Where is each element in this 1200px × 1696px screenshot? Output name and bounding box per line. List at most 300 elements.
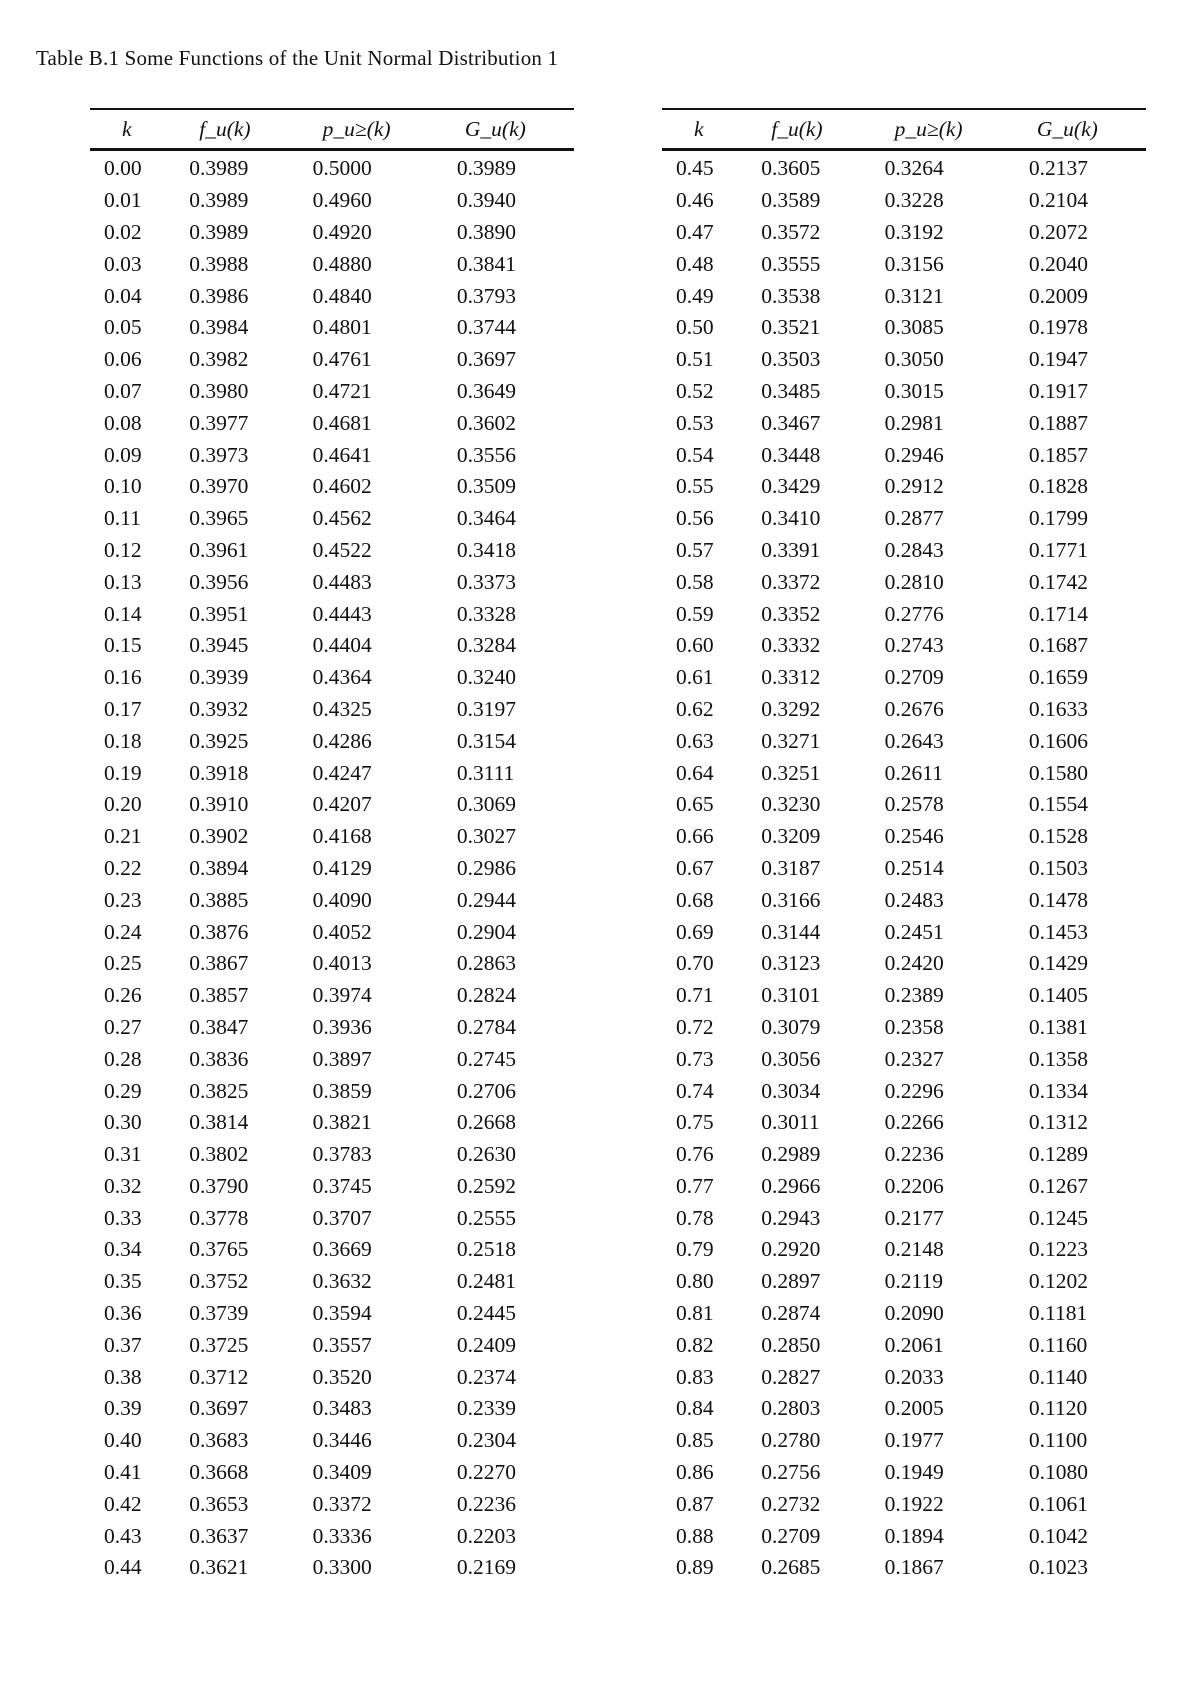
table-row — [662, 1075, 1146, 1107]
table-cell: 0.2745 — [456, 1046, 517, 1071]
table-cell: 0.35 — [104, 1269, 142, 1294]
table-cell: 0.3841 — [456, 251, 517, 276]
table-cell: 0.3778 — [189, 1205, 249, 1230]
table-cell: 0.2148 — [884, 1237, 944, 1262]
table-cell: 0.01 — [104, 188, 142, 213]
table-cell: 0.60 — [676, 633, 714, 658]
table-cell: 0.10 — [104, 474, 142, 499]
table-row — [662, 1329, 1146, 1361]
table-row — [90, 1202, 574, 1234]
table-row — [662, 1457, 1146, 1489]
table-cell: 0.1917 — [1028, 378, 1089, 403]
table-cell: 0.2304 — [456, 1428, 517, 1453]
table-cell: 0.3605 — [761, 156, 821, 181]
table-cell: 0.2943 — [761, 1205, 821, 1230]
header-pu: p_u≥(k) — [894, 116, 963, 141]
table-cell: 0.2389 — [884, 983, 944, 1008]
table-cell: 0.17 — [104, 696, 142, 721]
table-cell: 0.2169 — [456, 1555, 517, 1580]
table-cell: 0.3123 — [761, 951, 821, 976]
table-row — [90, 503, 574, 535]
right-table-body — [662, 150, 1146, 1584]
table-cell: 0.4920 — [312, 219, 372, 244]
table-cell: 0.3251 — [761, 760, 821, 785]
table-row — [90, 884, 574, 916]
table-cell: 0.66 — [676, 824, 714, 849]
table-row — [90, 280, 574, 312]
table-cell: 0.4443 — [312, 601, 372, 626]
table-cell: 0.61 — [676, 665, 714, 690]
table-row — [90, 694, 574, 726]
table-cell: 0.3372 — [761, 569, 821, 594]
table-cell: 0.4286 — [312, 728, 372, 753]
table-cell: 0.00 — [104, 156, 142, 181]
table-row — [90, 1012, 574, 1044]
table-cell: 0.38 — [104, 1364, 142, 1389]
table-row — [662, 439, 1146, 471]
table-cell: 0.2986 — [456, 855, 517, 880]
table-cell: 0.3970 — [189, 474, 249, 499]
table-row — [90, 789, 574, 821]
table-cell: 0.4364 — [312, 665, 372, 690]
table-cell: 0.3336 — [312, 1523, 372, 1548]
table-cell: 0.3683 — [189, 1428, 249, 1453]
table-cell: 0.2877 — [884, 506, 944, 531]
table-cell: 0.3890 — [456, 219, 517, 244]
table-row — [662, 884, 1146, 916]
table-cell: 0.3814 — [189, 1110, 249, 1135]
table-row — [90, 439, 574, 471]
table-cell: 0.2874 — [761, 1301, 821, 1326]
table-cell: 0.3594 — [312, 1301, 372, 1326]
table-cell: 0.2420 — [884, 951, 944, 976]
table-cell: 0.3197 — [456, 696, 517, 721]
table-row — [90, 757, 574, 789]
table-cell: 0.02 — [104, 219, 142, 244]
table-cell: 0.1289 — [1028, 1142, 1089, 1167]
table-cell: 0.2546 — [884, 824, 944, 849]
table-row — [662, 725, 1146, 757]
table-cell: 0.2709 — [884, 665, 944, 690]
table-cell: 0.3464 — [456, 506, 517, 531]
table-cell: 0.3156 — [884, 251, 944, 276]
table-row — [662, 1552, 1146, 1584]
table-cell: 0.64 — [676, 760, 714, 785]
table-cell: 0.1181 — [1028, 1301, 1088, 1326]
table-row — [90, 1043, 574, 1075]
table-cell: 0.3939 — [189, 665, 249, 690]
table-cell: 0.3192 — [884, 219, 944, 244]
table-cell: 0.2756 — [761, 1460, 821, 1485]
table-cell: 0.3973 — [189, 442, 249, 467]
table-cell: 0.3739 — [189, 1301, 249, 1326]
table-cell: 0.3744 — [456, 315, 517, 340]
table-cell: 0.49 — [676, 283, 714, 308]
table-row — [662, 662, 1146, 694]
table-cell: 0.2358 — [884, 1014, 944, 1039]
header-row — [662, 109, 1146, 150]
table-cell: 0.3230 — [761, 792, 821, 817]
table-cell: 0.63 — [676, 728, 714, 753]
table-cell: 0.2203 — [456, 1523, 517, 1548]
table-cell: 0.3980 — [189, 378, 249, 403]
table-cell: 0.1478 — [1028, 887, 1089, 912]
table-cell: 0.3485 — [761, 378, 821, 403]
table-cell: 0.3015 — [884, 378, 944, 403]
table-cell: 0.3989 — [189, 219, 249, 244]
table-cell: 0.1453 — [1028, 919, 1089, 944]
table-cell: 0.09 — [104, 442, 142, 467]
table-row — [662, 1520, 1146, 1552]
table-cell: 0.1140 — [1028, 1364, 1088, 1389]
table-cell: 0.19 — [104, 760, 142, 785]
table-cell: 0.2266 — [884, 1110, 944, 1135]
table-cell: 0.73 — [676, 1046, 714, 1071]
table-cell: 0.2104 — [1028, 188, 1089, 213]
table-cell: 0.3467 — [761, 410, 821, 435]
table-cell: 0.3332 — [761, 633, 821, 658]
table-row — [662, 1202, 1146, 1234]
table-cell: 0.3697 — [189, 1396, 249, 1421]
table-cell: 0.15 — [104, 633, 142, 658]
table-row — [90, 916, 574, 948]
table-cell: 0.1405 — [1028, 983, 1089, 1008]
table-cell: 0.3974 — [312, 983, 372, 1008]
table-row — [90, 1329, 574, 1361]
table-cell: 0.2483 — [884, 887, 944, 912]
table-cell: 0.46 — [676, 188, 714, 213]
table-cell: 0.4168 — [312, 824, 372, 849]
table-cell: 0.3011 — [761, 1110, 820, 1135]
table-row — [662, 1488, 1146, 1520]
table-cell: 0.3632 — [312, 1269, 372, 1294]
table-cell: 0.18 — [104, 728, 142, 753]
table-cell: 0.3292 — [761, 696, 821, 721]
table-cell: 0.2611 — [884, 760, 943, 785]
table-cell: 0.3821 — [312, 1110, 372, 1135]
table-cell: 0.3965 — [189, 506, 249, 531]
table-cell: 0.2966 — [761, 1173, 821, 1198]
table-row — [90, 1552, 574, 1584]
table-cell: 0.21 — [104, 824, 142, 849]
table-cell: 0.2327 — [884, 1046, 944, 1071]
table-cell: 0.08 — [104, 410, 142, 435]
table-cell: 0.2119 — [884, 1269, 943, 1294]
table-cell: 0.3418 — [456, 537, 517, 562]
table-cell: 0.5000 — [312, 156, 372, 181]
table-row — [662, 694, 1146, 726]
table-cell: 0.23 — [104, 887, 142, 912]
table-cell: 0.4129 — [312, 855, 372, 880]
table-cell: 0.3936 — [312, 1014, 372, 1039]
table-cell: 0.79 — [676, 1237, 714, 1262]
table-cell: 0.07 — [104, 378, 142, 403]
table-cell: 0.24 — [104, 919, 142, 944]
table-cell: 0.86 — [676, 1460, 714, 1485]
table-cell: 0.1887 — [1028, 410, 1089, 435]
table-cell: 0.78 — [676, 1205, 714, 1230]
table-cell: 0.4052 — [312, 919, 372, 944]
header-k: k — [694, 116, 704, 141]
table-cell: 0.83 — [676, 1364, 714, 1389]
table-cell: 0.65 — [676, 792, 714, 817]
table-cell: 0.3429 — [761, 474, 821, 499]
table-cell: 0.29 — [104, 1078, 142, 1103]
table-cell: 0.3745 — [312, 1173, 372, 1198]
table-row — [662, 980, 1146, 1012]
table-cell: 0.31 — [104, 1142, 142, 1167]
table-cell: 0.45 — [676, 156, 714, 181]
table-cell: 0.3166 — [761, 887, 821, 912]
table-row — [90, 312, 574, 344]
table-cell: 0.2033 — [884, 1364, 944, 1389]
table-row — [90, 344, 574, 376]
table-cell: 0.3783 — [312, 1142, 372, 1167]
table-cell: 0.12 — [104, 537, 142, 562]
table-cell: 0.25 — [104, 951, 142, 976]
table-cell: 0.76 — [676, 1142, 714, 1167]
table-cell: 0.1080 — [1028, 1460, 1089, 1485]
table-row — [662, 471, 1146, 503]
table-row — [90, 1425, 574, 1457]
table-row — [662, 344, 1146, 376]
table-cell: 0.4562 — [312, 506, 372, 531]
table-cell: 0.3284 — [456, 633, 517, 658]
table-cell: 0.3857 — [189, 983, 249, 1008]
table-cell: 0.3752 — [189, 1269, 249, 1294]
table-cell: 0.2743 — [884, 633, 944, 658]
table-cell: 0.3725 — [189, 1332, 249, 1357]
table-row — [662, 1298, 1146, 1330]
table-cell: 0.3556 — [456, 442, 517, 467]
table-cell: 0.1267 — [1028, 1173, 1089, 1198]
table-cell: 0.3520 — [312, 1364, 372, 1389]
table-cell: 0.4880 — [312, 251, 372, 276]
table-cell: 0.2706 — [456, 1078, 517, 1103]
table-row — [90, 185, 574, 217]
header-gu: G_u(k) — [1036, 116, 1098, 141]
table-cell: 0.2784 — [456, 1014, 517, 1039]
table-cell: 0.89 — [676, 1555, 714, 1580]
table-row — [90, 598, 574, 630]
table-cell: 0.4090 — [312, 887, 372, 912]
table-row — [90, 1393, 574, 1425]
table-cell: 0.3765 — [189, 1237, 249, 1262]
table-row — [662, 1107, 1146, 1139]
table-cell: 0.81 — [676, 1301, 714, 1326]
table-cell: 0.1771 — [1028, 537, 1089, 562]
table-cell: 0.3790 — [189, 1173, 249, 1198]
table-cell: 0.03 — [104, 251, 142, 276]
table-cell: 0.2236 — [884, 1142, 944, 1167]
table-row — [662, 280, 1146, 312]
table-cell: 0.3069 — [456, 792, 517, 817]
table-cell: 0.1659 — [1028, 665, 1089, 690]
table-cell: 0.75 — [676, 1110, 714, 1135]
table-cell: 0.1334 — [1028, 1078, 1089, 1103]
table-cell: 0.4801 — [312, 315, 372, 340]
table-cell: 0.4960 — [312, 188, 372, 213]
table-cell: 0.3707 — [312, 1205, 372, 1230]
header-fu: f_u(k) — [771, 116, 823, 141]
table-row — [662, 407, 1146, 439]
table-cell: 0.3902 — [189, 824, 249, 849]
table-cell: 0.40 — [104, 1428, 142, 1453]
table-row — [662, 1266, 1146, 1298]
table-cell: 0.1799 — [1028, 506, 1089, 531]
table-cell: 0.3538 — [761, 283, 821, 308]
table-cell: 0.3589 — [761, 188, 821, 213]
table-cell: 0.1947 — [1028, 347, 1089, 372]
table-cell: 0.3894 — [189, 855, 249, 880]
table-row — [90, 566, 574, 598]
table-cell: 0.3352 — [761, 601, 821, 626]
table-cell: 0.3602 — [456, 410, 517, 435]
table-cell: 0.39 — [104, 1396, 142, 1421]
table-cell: 0.13 — [104, 569, 142, 594]
table-cell: 0.2920 — [761, 1237, 821, 1262]
table-row — [90, 407, 574, 439]
table-cell: 0.3876 — [189, 919, 249, 944]
table-cell: 0.14 — [104, 601, 142, 626]
table-cell: 0.3989 — [189, 156, 249, 181]
table-row — [662, 598, 1146, 630]
table-cell: 0.2630 — [456, 1142, 517, 1167]
table-cell: 0.1100 — [1028, 1428, 1088, 1453]
table-row — [90, 1266, 574, 1298]
table-cell: 0.71 — [676, 983, 714, 1008]
table-cell: 0.2827 — [761, 1364, 821, 1389]
table-cell: 0.2374 — [456, 1364, 517, 1389]
table-cell: 0.1580 — [1028, 760, 1089, 785]
table-cell: 0.1867 — [884, 1555, 944, 1580]
table-row — [90, 1171, 574, 1203]
table-cell: 0.1633 — [1028, 696, 1089, 721]
table-cell: 0.4761 — [312, 347, 372, 372]
table-cell: 0.16 — [104, 665, 142, 690]
table-cell: 0.3572 — [761, 219, 821, 244]
table-cell: 0.2981 — [884, 410, 944, 435]
table-row — [90, 980, 574, 1012]
table-cell: 0.2946 — [884, 442, 944, 467]
table-cell: 0.3988 — [189, 251, 249, 276]
table-row — [662, 853, 1146, 885]
table-row — [662, 376, 1146, 408]
table-cell: 0.2296 — [884, 1078, 944, 1103]
right-table — [662, 108, 1146, 1584]
table-cell: 0.2514 — [884, 855, 944, 880]
table-cell: 0.2518 — [456, 1237, 517, 1262]
table-cell: 0.06 — [104, 347, 142, 372]
table-cell: 0.3228 — [884, 188, 944, 213]
table-cell: 0.1922 — [884, 1491, 944, 1516]
table-cell: 0.80 — [676, 1269, 714, 1294]
table-cell: 0.2944 — [456, 887, 517, 912]
table-cell: 0.37 — [104, 1332, 142, 1357]
table-cell: 0.05 — [104, 315, 142, 340]
table-cell: 0.3951 — [189, 601, 249, 626]
table-cell: 0.1554 — [1028, 792, 1089, 817]
table-cell: 0.2177 — [884, 1205, 944, 1230]
table-cell: 0.3986 — [189, 283, 249, 308]
table-cell: 0.4840 — [312, 283, 372, 308]
table-cell: 0.3483 — [312, 1396, 372, 1421]
table-cell: 0.32 — [104, 1173, 142, 1198]
left-table — [90, 108, 574, 1584]
table-cell: 0.82 — [676, 1332, 714, 1357]
table-cell: 0.4247 — [312, 760, 372, 785]
table-cell: 0.69 — [676, 919, 714, 944]
table-cell: 0.67 — [676, 855, 714, 880]
table-cell: 0.2206 — [884, 1173, 944, 1198]
table-row — [90, 150, 574, 185]
table-cell: 0.3521 — [761, 315, 821, 340]
table-cell: 0.3391 — [761, 537, 821, 562]
table-cell: 0.1528 — [1028, 824, 1089, 849]
table-cell: 0.2843 — [884, 537, 944, 562]
table-cell: 0.2685 — [761, 1555, 821, 1580]
table-cell: 0.3111 — [456, 760, 515, 785]
table-row — [662, 1171, 1146, 1203]
table-cell: 0.1042 — [1028, 1523, 1089, 1548]
table-cell: 0.68 — [676, 887, 714, 912]
table-cell: 0.50 — [676, 315, 714, 340]
table-cell: 0.4404 — [312, 633, 372, 658]
table-cell: 0.4013 — [312, 951, 372, 976]
table-cell: 0.41 — [104, 1460, 142, 1485]
table-cell: 0.3034 — [761, 1078, 821, 1103]
table-cell: 0.2732 — [761, 1491, 821, 1516]
table-cell: 0.3621 — [189, 1555, 249, 1580]
table-cell: 0.4483 — [312, 569, 372, 594]
table-cell: 0.3555 — [761, 251, 821, 276]
table-cell: 0.3668 — [189, 1460, 249, 1485]
table-row — [662, 1139, 1146, 1171]
table-row — [662, 948, 1146, 980]
table-cell: 0.2270 — [456, 1460, 517, 1485]
table-cell: 0.3300 — [312, 1555, 372, 1580]
table-cell: 0.4207 — [312, 792, 372, 817]
table-cell: 0.84 — [676, 1396, 714, 1421]
table-cell: 0.2005 — [884, 1396, 944, 1421]
table-cell: 0.42 — [104, 1491, 142, 1516]
table-cell: 0.1202 — [1028, 1269, 1089, 1294]
table-row — [662, 1361, 1146, 1393]
table-cell: 0.62 — [676, 696, 714, 721]
table-cell: 0.1160 — [1028, 1332, 1088, 1357]
table-cell: 0.1061 — [1028, 1491, 1089, 1516]
table-cell: 0.56 — [676, 506, 714, 531]
table-row — [662, 535, 1146, 567]
table-row — [90, 821, 574, 853]
table-cell: 0.2236 — [456, 1491, 517, 1516]
table-cell: 0.3653 — [189, 1491, 249, 1516]
table-cell: 0.1606 — [1028, 728, 1089, 753]
table-cell: 0.3885 — [189, 887, 249, 912]
table-cell: 0.3154 — [456, 728, 517, 753]
table-cell: 0.3121 — [884, 283, 944, 308]
table-cell: 0.3982 — [189, 347, 249, 372]
table-row — [662, 1043, 1146, 1075]
table-row — [662, 1012, 1146, 1044]
table-cell: 0.2904 — [456, 919, 517, 944]
table-cell: 0.2481 — [456, 1269, 517, 1294]
table-row — [90, 1361, 574, 1393]
table-cell: 0.1312 — [1028, 1110, 1089, 1135]
table-cell: 0.3027 — [456, 824, 517, 849]
table-cell: 0.3669 — [312, 1237, 372, 1262]
table-cell: 0.1978 — [1028, 315, 1089, 340]
